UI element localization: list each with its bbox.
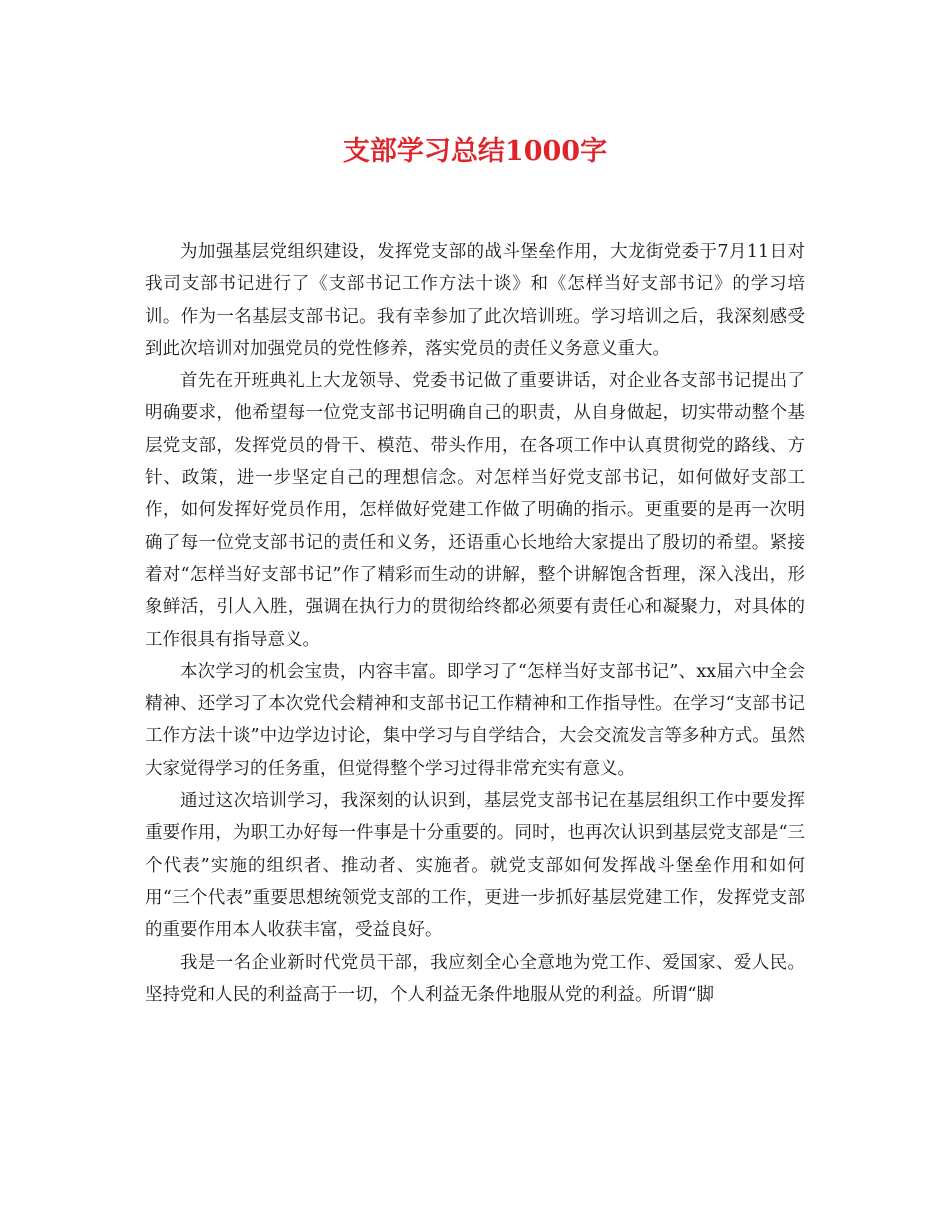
paragraph-5: 我是一名企业新时代党员干部，我应刻全心全意地为党工作、爱国家、爱人民。坚持党和人民的利益高于一切，个人利益无条件地服从党的利益。所谓“脚 bbox=[145, 952, 805, 1005]
paragraph-4: 通过这次培训学习，我深刻的认识到，基层党支部书记在基层组织工作中要发挥重要作用，为职工办好每一件事是十分重要的。同时，也再次认识到基层党支部是“三个代表”实施的组织者、推动者、实施者。就党支部如何发挥战斗堡垒作用和如何用“三个代表”重要思想统领党支部的工作，更进一步抓好基层党建工作，发挥党支部的重要作用本人收获丰富，受益良好。 bbox=[145, 791, 805, 941]
paragraph-2: 首先在开班典礼上大龙领导、党委书记做了重要讲话，对企业各支部书记提出了明确要求，他希望每一位党支部书记明确自己的职责，从自身做起，切实带动整个基层党支部，发挥党员的骨干、模范、带头作用，在各项工作中认真贯彻党的路线、方针、政策，进一步坚定自己的理想信念。对怎样当好党支部书记，如何做好支部工作，如何发挥好党员作用，怎样做好党建工作做了明确的指示。更重要的是再一次明确了每一位党支部书记的责任和义务，还语重心长地给大家提出了殷切的希望。紧接着对“怎样当好支部书记”作了精彩而生动的讲解，整个讲解饱含哲理，深入浅出，形象鲜活，引人入胜，强调在执行力的贯彻给终都必须要有责任心和凝聚力，对具体的工作很具有指导意义。 bbox=[145, 371, 805, 650]
paragraph-1: 为加强基层党组织建设，发挥党支部的战斗堡垒作用，大龙街党委于7月11日对我司支部书记进行了《支部书记工作方法十谈》和《怎样当好支部书记》的学习培训。作为一名基层支部书记。我有幸参加了此次培训班。学习培训之后，我深刻感受到此次培训对加强党员的党性修养，落实党员的责任义务意义重大。 bbox=[145, 242, 805, 359]
document-title: 支部学习总结1000字 bbox=[342, 136, 608, 167]
paragraph-3: 本次学习的机会宝贵，内容丰富。即学习了“怎样当好支部书记”、xx届六中全会精神、还学习了本次党代会精神和支部书记工作精神和工作指导性。在学习“支部书记工作方法十谈”中边学边讨论，集中学习与自学结合，大会交流发言等多种方式。虽然大家觉得学习的任务重，但觉得整个学习过得非常充实有意义。 bbox=[145, 661, 805, 779]
document-body bbox=[145, 236, 805, 1011]
